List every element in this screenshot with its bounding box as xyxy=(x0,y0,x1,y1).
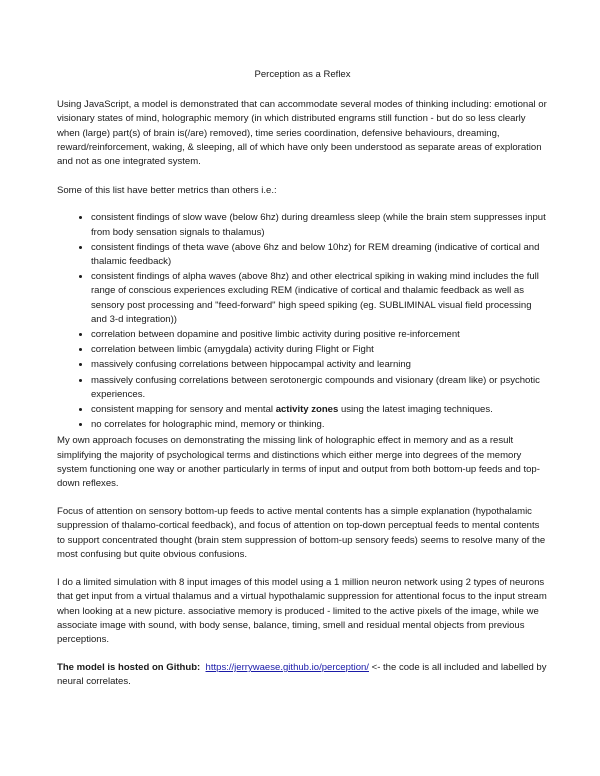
findings-list xyxy=(57,210,548,432)
list-item: • massively confusing correlations between serotonergic compounds and visionary (dream like) or psychotic experiences. xyxy=(91,373,548,402)
activity-zones-bold: activity zones xyxy=(275,404,339,416)
document-title: Perception as a Reflex xyxy=(254,69,351,80)
list-item-activity-zones xyxy=(91,402,548,417)
simulation-paragraph: I do a limited simulation with 8 input images of this model using a 1 million neuron network using 2 types of neurons that get input from a virtual thalamus and a virtual hypothalamic suppression for attentional focus to the input stream when looking at a new picture. associative memory is produced - limited to the active pixels of the image, while we associate image with sound, with body sense, balance, timing, smell and residual mental objects from previous perceptions. xyxy=(57,577,547,645)
github-label: The model is hosted on Github: xyxy=(57,662,201,674)
approach-paragraph: My own approach focuses on demonstrating the missing link of holographic effect in memory and as a result simplifying the majority of psychological terms and distinctions which either merge into degrees of the memory system functioning one way or another particularly in terms of input and output from both bottom-up feeds and top-down reflexes. xyxy=(57,435,540,490)
list-item: • massively confusing correlations between hippocampal activity and learning xyxy=(91,357,548,372)
github-paragraph xyxy=(57,661,548,689)
intro-paragraph: Using JavaScript, a model is demonstrated that can accommodate several modes of thinking including: emotional or visionary states of mind, holographic memory (in which distributed engrams still function - but do so less clearly when (large) part(s) of brain is(/are) removed), time series coordination, defensive behaviours, dreaming, reward/reinforcement, waking, & sleeping, all of which have only been understood as separate areas of exploration and not as one integrated system. xyxy=(57,99,547,168)
list-item: • correlation between limbic (amygdala) activity during Flight or Fight xyxy=(91,342,548,357)
list-item: • consistent findings of theta wave (above 6hz and below 10hz) for REM dreaming (indicative of cortical and thalamic feedback) xyxy=(91,240,548,269)
list-item: • correlation between dopamine and positive limbic activity during positive re-inforcement xyxy=(91,327,548,342)
activity-text-pre: consistent mapping for sensory and mental xyxy=(91,404,276,416)
list-item: • consistent findings of alpha waves (above 8hz) and other electrical spiking in waking mind includes the full range of conscious experiences excluding REM (indicative of cortical and thalamic feedback as well as sensory post processing and "feed-forward" high speed spiking (eg. SUBLIMINAL visual field processing and 3-d integration)) xyxy=(91,269,548,327)
list-item: • consistent findings of slow wave (below 6hz) during dreamless sleep (while the brain stem suppresses input from body sensation signals to thalamus) xyxy=(91,210,548,239)
github-link[interactable]: https://jerrywaese.github.io/perception/ xyxy=(205,662,369,674)
github-tail-text: <- the code is all included and labelled by neural correlates. xyxy=(57,662,547,688)
list-item: • no correlates for holographic mind, memory or thinking. xyxy=(91,417,548,432)
focus-paragraph: Focus of attention on sensory bottom-up feeds to active mental contents has a simple explanation (hypothalamic suppression of thalamo-cortical feedback), and focus of attention on top-down perceptual feeds to mental contents to support concentrated thought (brain stem suppression of bottom-up sensory feeds) seems to resolve many of the most confusing but quite obvious confusions. xyxy=(57,506,546,560)
list-lead-text: Some of this list have better metrics than others i.e.: xyxy=(57,185,277,197)
activity-text-post: using the latest imaging techniques. xyxy=(338,404,493,416)
